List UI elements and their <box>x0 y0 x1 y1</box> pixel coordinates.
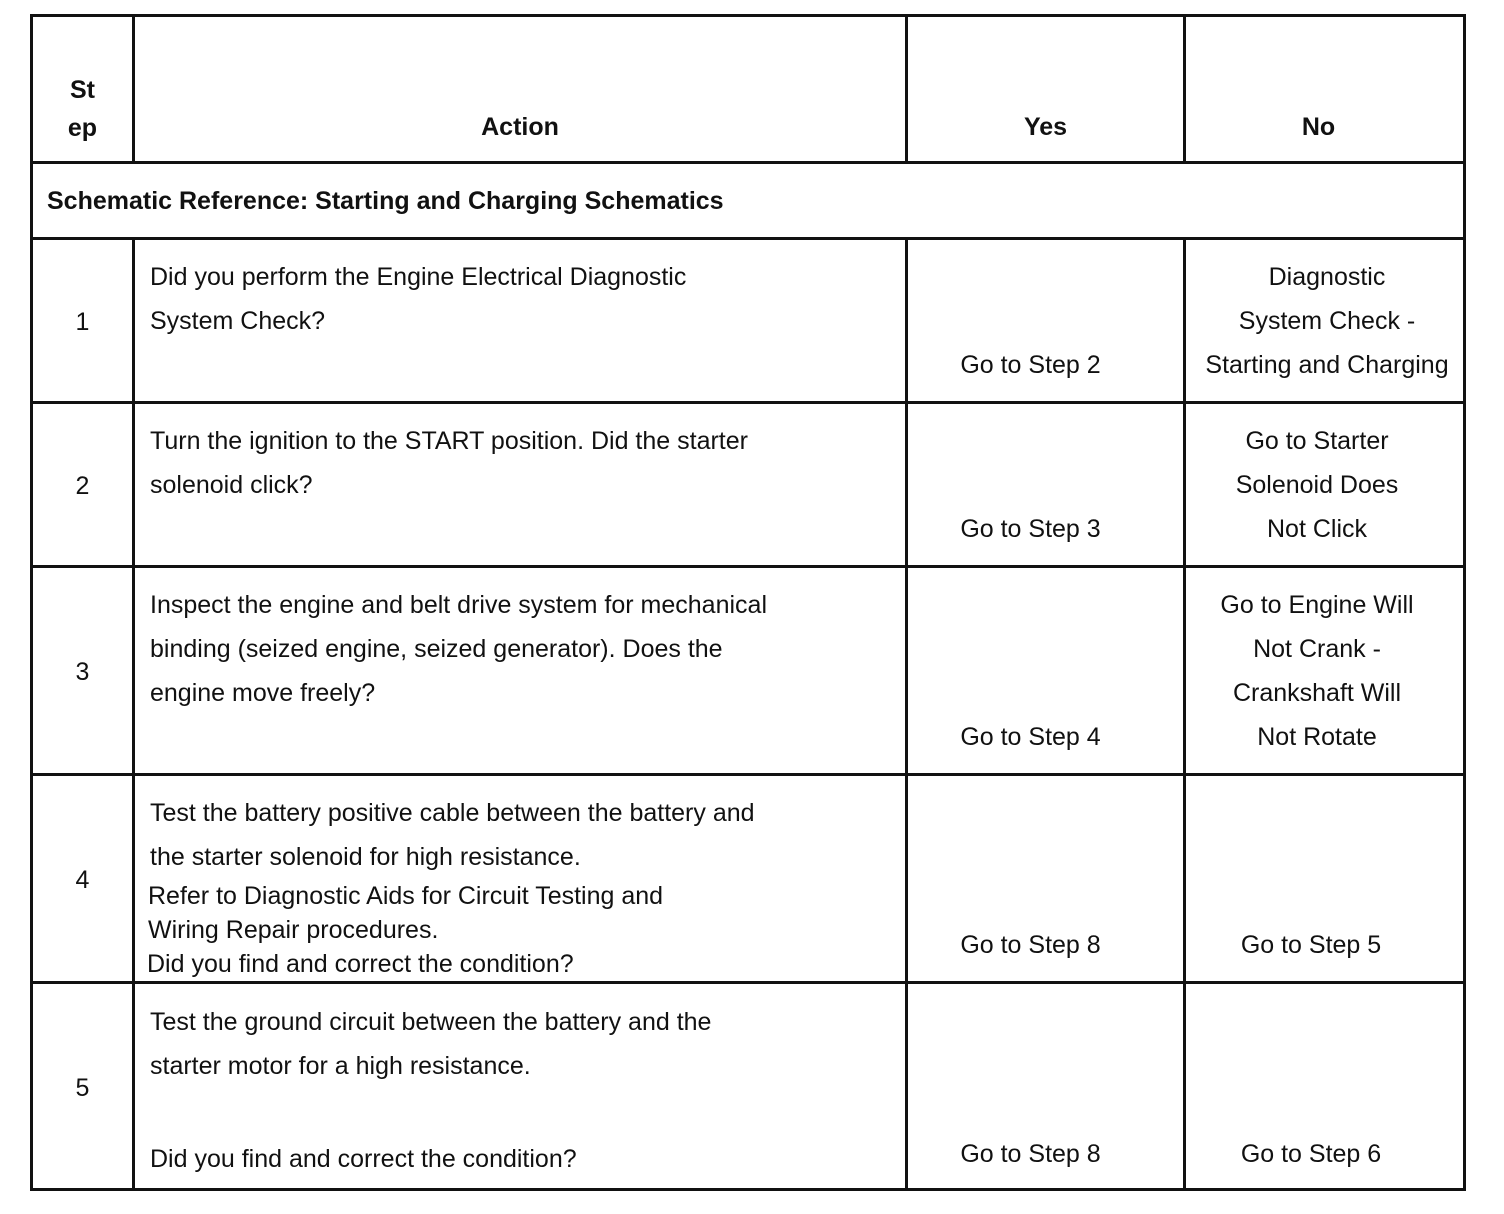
row-divider <box>33 773 1463 776</box>
yes-link[interactable]: Go to Step 2 <box>960 351 1101 379</box>
no-link[interactable]: Go to Engine Will Not Crank - Crankshaft Will Not Rotate <box>1220 591 1414 751</box>
no-link[interactable]: Go to Step 5 <box>1240 931 1382 959</box>
step-number: 4 <box>75 866 90 894</box>
action-text: Turn the ignition to the START position. Did the starter solenoid click? <box>150 427 748 499</box>
yes-link[interactable]: Go to Step 8 <box>960 931 1101 959</box>
step-number: 5 <box>75 1074 90 1102</box>
action-text: Inspect the engine and belt drive system for mechanical binding (seized engine, seized generator). Does the engine move freely? <box>150 591 768 707</box>
step-number: 1 <box>75 308 90 336</box>
schematic-reference: Schematic Reference: Starting and Charging Schematics <box>47 187 724 215</box>
yes-link[interactable]: Go to Step 8 <box>960 1140 1101 1168</box>
no-link[interactable]: Go to Step 6 <box>1240 1140 1382 1168</box>
no-link[interactable]: Go to Starter Solenoid Does Not Click <box>1235 427 1399 543</box>
reference-divider <box>33 237 1463 240</box>
header-yes: Yes <box>1023 113 1068 141</box>
column-divider <box>132 237 135 1188</box>
step-number: 3 <box>75 658 90 686</box>
yes-link[interactable]: Go to Step 4 <box>960 723 1101 751</box>
header-no: No <box>1301 113 1336 141</box>
header-step: St ep <box>67 76 98 142</box>
step-number: 2 <box>75 472 90 500</box>
header-action: Action <box>481 113 559 141</box>
header-divider <box>33 161 1463 164</box>
no-link[interactable]: Diagnostic System Check - Starting and Charging <box>1205 263 1449 379</box>
row-divider <box>33 981 1463 984</box>
row-divider <box>33 565 1463 568</box>
action-text: Test the ground circuit between the battery and the starter motor for a high resistance. Did you find and correct the condition? <box>150 1008 712 1173</box>
action-text: Test the battery positive cable between the battery and the starter solenoid for high resistance. Refer to Diagnostic Aids for Circuit Testing and Wiring Repair procedures. Did you find and correct the condition? <box>147 799 755 978</box>
diagnostic-table <box>30 14 1466 1191</box>
row-divider <box>33 401 1463 404</box>
action-text: Did you perform the Engine Electrical Diagnostic System Check? <box>150 263 687 335</box>
yes-link[interactable]: Go to Step 3 <box>960 515 1101 543</box>
